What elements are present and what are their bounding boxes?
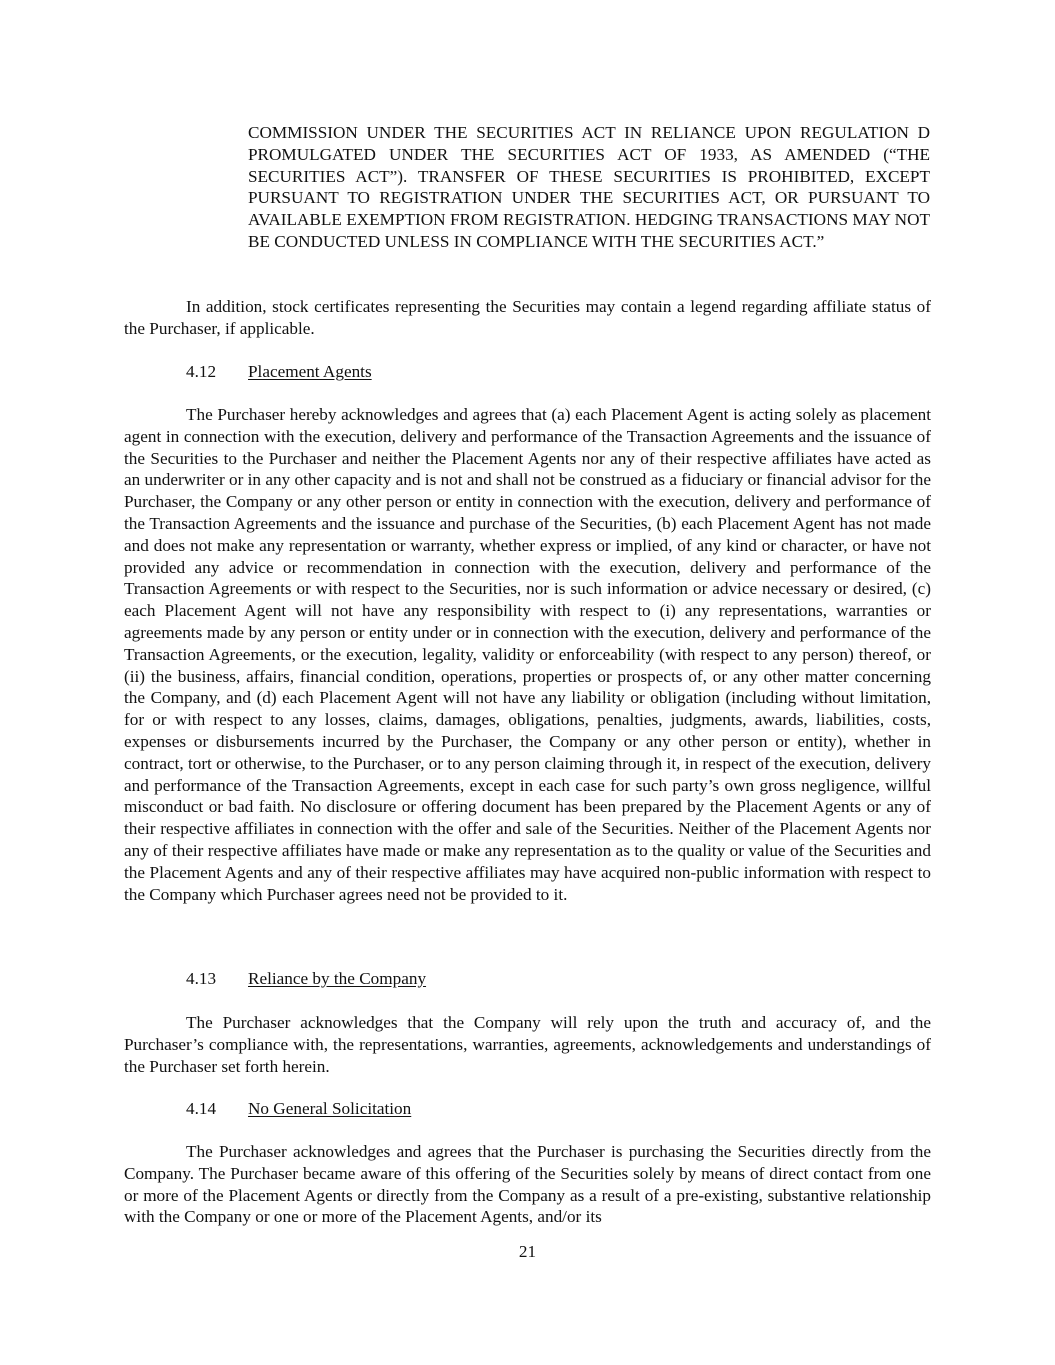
section-heading-4-14 bbox=[186, 1098, 411, 1120]
page-number: 21 bbox=[518, 1242, 537, 1261]
section-title: Reliance by the Company bbox=[248, 969, 427, 988]
section-body-4-14: The Purchaser acknowledges and agrees that the Purchaser is purchasing the Securities directly from the Company. The Purchaser became aware of this offering of the Securities solely by means of direct contact from one or more of the Placement Agents or directly from the Company as a result of a pre-existing, substantive relationship with the Company or one or more of the Placement Agents, and/or its bbox=[124, 1142, 931, 1227]
addition-paragraph: In addition, stock certificates representing the Securities may contain a legend regarding affiliate status of the Purchaser, if applicable. bbox=[124, 297, 931, 338]
section-body-4-12: The Purchaser hereby acknowledges and agrees that (a) each Placement Agent is acting solely as placement agent in connection with the execution, delivery and performance of the Transaction Agreements and the issuance of the Securities to the Purchaser and neither the Placement Agents nor any of their respective affiliates have acted as an underwriter or in any other capacity and is not and shall not be construed as a fiduciary or financial advisor for the Purchaser, the Company or any other person or entity in connection with the execution, delivery and performance of the Transaction Agreements and the issuance and purchase of the Securities, (b) each Placement Agent has not made and does not make any representation or warranty, whether express or implied, of any kind or character, or have not provided any advice or recommendation in connection with the execution, delivery and performance of the Transaction Agreements or with respect to the Securities, nor is such information or advice necessary or desired, (c) each Placement Agent will not have any responsibility with respect to (i) any representations, warranties or agreements made by any person or entity under or in connection with the execution, delivery and performance of the Transaction Agreements, or the execution, legality, validity or enforceability (with respect to any person) thereof, or (ii) the business, affairs, financial condition, operations, properties or prospects of, or any other matter concerning the Company, and (d) each Placement Agent will not have any liability or obligation (including without limitation, for or with respect to any losses, claims, damages, obligations, penalties, judgments, awards, liabilities, costs, expenses or disbursements incurred by the Purchaser, the Company or any other person or entity), whether in contract, tort or otherwise, to the Purchaser, or to any person claiming through it, in respect of the execution, delivery and performance of the Transaction Agreements, except in each case for such party’s own gross negligence, willful misconduct or bad faith. No disclosure or offering document has been prepared by the Placement Agents or any of their respective affiliates in connection with the offer and sale of the Securities. Neither of the Placement Agents nor any of their respective affiliates have made or make any representation as to the quality or value of the Securities and the Placement Agents and any of their respective affiliates may have acquired non-public information with respect to the Company which Purchaser agrees need not be provided to it. bbox=[124, 405, 931, 904]
section-heading-4-13 bbox=[186, 968, 426, 990]
legend-block: COMMISSION UNDER THE SECURITIES ACT IN RELIANCE UPON REGULATION D PROMULGATED UNDER THE SECURITIES ACT OF 1933, AS AMENDED (“THE SECURITIES ACT”). TRANSFER OF THESE SECURITIES IS PROHIBITED, EXCEPT PURSUANT TO REGISTRATION UNDER THE SECURITIES ACT, OR PURSUANT TO AVAILABLE EXEMPTION FROM REGISTRATION. HEDGING TRANSACTIONS MAY NOT BE CONDUCTED UNLESS IN COMPLIANCE WITH THE SECURITIES ACT.” bbox=[248, 123, 930, 251]
section-body-4-13: The Purchaser acknowledges that the Company will rely upon the truth and accuracy of, and the Purchaser’s compliance with, the representations, warranties, agreements, acknowledgements and understandings of the Purchaser set forth herein. bbox=[124, 1013, 931, 1076]
section-title: No General Solicitation bbox=[248, 1099, 412, 1118]
section-number: 4.13 bbox=[186, 969, 217, 988]
section-number: 4.12 bbox=[186, 362, 217, 381]
section-heading-4-12 bbox=[186, 361, 372, 383]
section-title: Placement Agents bbox=[248, 362, 372, 381]
section-number: 4.14 bbox=[186, 1099, 217, 1118]
